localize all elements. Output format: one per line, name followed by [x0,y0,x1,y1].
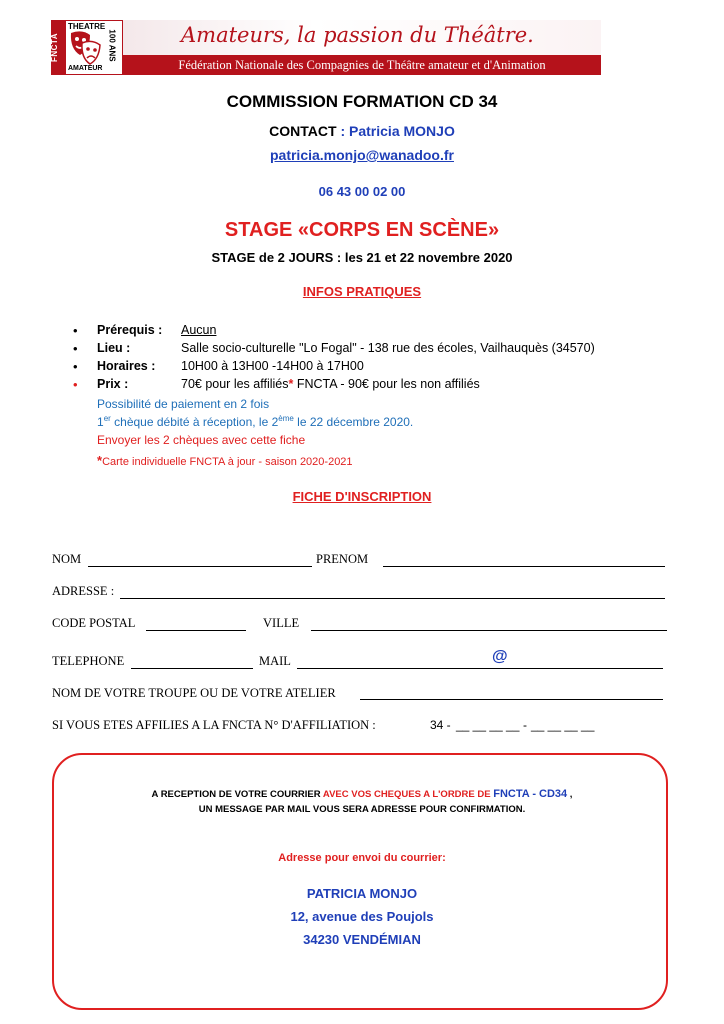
contact-phone: 06 43 00 02 00 [318,184,406,199]
commission-title: COMMISSION FORMATION CD 34 [226,92,498,111]
ville-field[interactable] [311,630,667,631]
mail-label: MAIL [259,654,291,668]
address-street: 12, avenue des Poujols [290,909,434,924]
note-cheque [97,415,413,429]
horaires-value: 10H00 à 13H00 -14H00 à 17H00 [181,359,364,373]
prix-value [181,377,480,391]
stage-title: STAGE «CORPS EN SCÈNE» [224,219,500,241]
federation-name: Fédération Nationale des Compagnies de Théâtre amateur et d'Animation [123,55,601,75]
logo-side-band [52,21,66,74]
logo-years-text: 100 ANS [107,29,117,62]
logo-top-text: THEATRE [68,22,106,31]
adresse-label: ADRESSE : [52,584,115,598]
prenom-field[interactable] [383,566,665,567]
affiliation-prefix: 34 - [430,718,451,732]
confirmation-line-2: UN MESSAGE PAR MAIL VOUS SERA ADRESSE POUR CONFIRMATION. [198,804,526,815]
lieu-value: Salle socio-culturelle "Lo Fogal" - 138 rue des écoles, Vailhauquès (34570) [181,341,595,355]
affiliation-field-1[interactable]: __ __ __ __ [456,718,520,732]
note-cheque-sup2: ème [278,414,294,423]
prix-label: Prix : [97,377,129,391]
prix-affilies: 70€ pour les affiliés [181,377,289,391]
confirmation-line-1a: A RECEPTION DE VOTRE COURRIER [151,789,323,800]
note-card [97,453,353,468]
telephone-label: TELEPHONE [52,654,125,668]
note-cheque-part2: chèque débité à réception, le 2 [110,415,279,429]
bullet-icon: • [73,341,78,356]
address-name: PATRICIA MONJO [306,886,418,901]
troupe-label: NOM DE VOTRE TROUPE OU DE VOTRE ATELIER [52,686,336,700]
note-cheque-part1: 1 [97,415,104,429]
contact-separator: : [336,123,350,139]
note-cheque-sup1: er [103,414,111,423]
mail-field[interactable] [297,668,663,669]
confirmation-line-1d: , [567,789,573,800]
fiche-heading: FICHE D'INSCRIPTION [292,489,432,504]
code-postal-label: CODE POSTAL [52,616,136,630]
troupe-field[interactable] [360,699,663,700]
lieu-label: Lieu : [97,341,131,355]
nom-field[interactable] [88,566,312,567]
prerequis-value: Aucun [181,323,217,337]
affiliation-label: SI VOUS ETES AFFILIES A LA FNCTA N° D'AFFILIATION : [52,718,376,732]
address-heading: Adresse pour envoi du courrier: [278,852,446,864]
at-sign-icon: @ [492,648,508,665]
logo-side-text: FNCTA [50,32,60,63]
banner-slogan: Amateurs, la passion du Théâtre. [181,23,534,47]
note-card-text: Carte individuelle FNCTA à jour - saison 2020-2021 [102,456,353,468]
code-postal-field[interactable] [146,630,246,631]
telephone-field[interactable] [131,668,253,669]
bullet-icon: • [73,377,78,392]
adresse-field[interactable] [120,598,665,599]
prenom-label: PRENOM [316,552,369,566]
header-banner [51,20,601,75]
theatre-masks-icon [68,29,102,67]
note-send: Envoyer les 2 chèques avec cette fiche [97,433,306,447]
stage-dates: STAGE de 2 JOURS : les 21 et 22 novembre 2020 [211,250,513,265]
bullet-icon: • [73,359,78,374]
horaires-label: Horaires : [97,359,156,373]
bullet-icon: • [73,323,78,338]
confirmation-line-1 [0,788,724,800]
contact-email-link[interactable]: patricia.monjo@wanadoo.fr [269,147,454,163]
banner-slogan-strip [123,20,601,55]
infos-heading: INFOS PRATIQUES [302,284,422,299]
logo-bottom-text: AMATEUR [68,65,103,72]
note-cheque-part3: le 22 décembre 2020. [293,415,414,429]
contact-label: CONTACT [269,123,337,139]
contact-name: Patricia MONJO [349,123,455,139]
ville-label: VILLE [263,616,300,630]
banner-title-area [123,20,601,75]
address-city: 34230 VENDÉMIAN [303,932,421,947]
confirmation-line-1b: AVEC VOS CHEQUES A L'ORDRE DE [322,789,494,800]
prix-star: * [288,377,294,391]
affiliation-field-2[interactable]: __ __ __ __ [531,718,595,732]
fncta-logo [51,20,123,75]
note-card-star: * [97,453,103,468]
note-payment: Possibilité de paiement en 2 fois [97,397,270,411]
prix-non-affilies: FNCTA - 90€ pour les non affiliés [293,377,480,391]
confirmation-payee: FNCTA - CD34 [493,788,568,800]
contact-line [0,123,724,139]
nom-label: NOM [52,552,82,566]
prerequis-label: Prérequis : [97,323,163,337]
affiliation-dash: - [523,718,527,732]
